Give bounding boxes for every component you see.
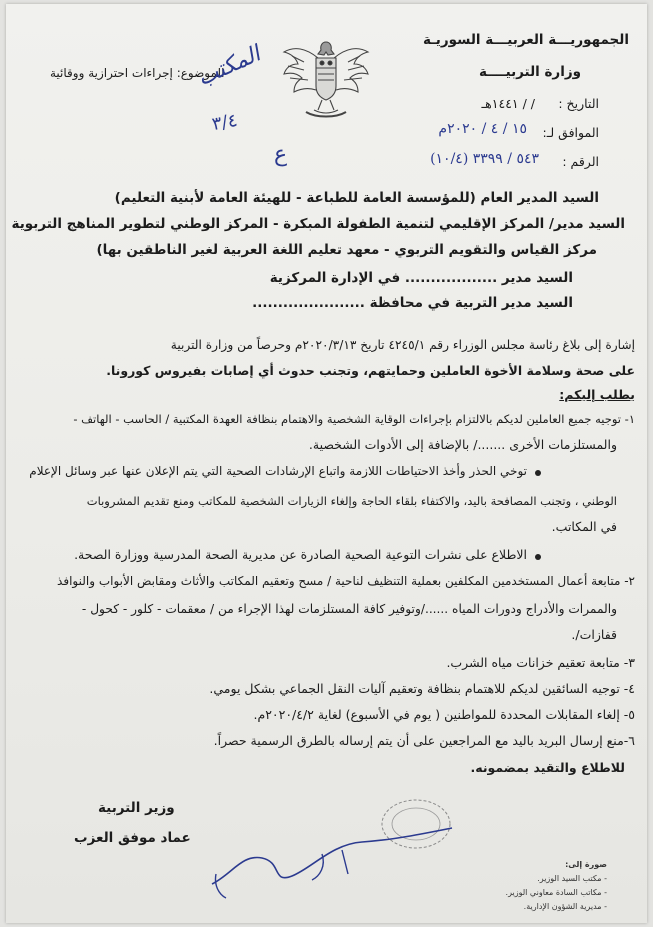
ministry-name: وزارة التربيــــة [478, 64, 581, 80]
item-4: ٤- توجيه السائقين لديكم للاهتمام بنظافة وتعقيم آليات النقل الجماعي بشكل يومي. [209, 681, 635, 696]
subject-line: الموضوع: إجراءات احترازية ووقائية [50, 66, 225, 80]
muwafiq-label: الموافق لـ: [542, 125, 599, 140]
handwritten-office-note: المكتب [193, 41, 265, 92]
date-label: التاريخ : [558, 96, 599, 111]
state-emblem-icon [278, 28, 374, 124]
bullet-marker [535, 470, 541, 476]
hijri-date: / / ١٤٤١هـ [481, 96, 535, 111]
bullet-marker [535, 554, 541, 560]
document-page [6, 4, 647, 923]
addressee-4: السيد مدير .................. في الإدارة المركزية [269, 270, 573, 286]
item-2-line-2: والممرات والأدراج ودورات المياه ....../وتوفير كافة المستلزمات لهذا الإجراء من / معقمات - كلور - كحول - [81, 602, 617, 616]
item-2-line-3: قفازات/. [571, 627, 617, 642]
cc-heading: صورة إلى: [565, 860, 607, 869]
addressee-3: مركز القياس والتقويم التربوي - معهد تعليم اللغة العربية لغير الناطقين بها) [96, 242, 597, 258]
item-1-line-2: والمستلزمات الأخرى ......./ بالإضافة إلى الأدوات الشخصية. [308, 437, 617, 452]
addressee-2: السيد مدير/ المركز الإقليمي لتنمية الطفولة المبكرة - المركز الوطني لتطوير المناهج التربوية [11, 216, 625, 232]
addressee-5: السيد مدير التربية في محافظة ...................... [252, 295, 573, 311]
bullet-1-line-3: في المكاتب. [551, 519, 617, 534]
addressee-1: السيد المدير العام (للمؤسسة العامة للطباعة - للهيئة العامة لأبنية التعليم) [114, 190, 599, 206]
handwritten-initial: ع [274, 142, 288, 167]
ref-number: ٥٤٣ / ٣٣٩٩ (١٠/٤) [430, 151, 539, 167]
signature-title: وزير التربية [98, 800, 175, 816]
country-name: الجمهوريـــة العربيـــة السوريـة [423, 32, 629, 48]
handwritten-number: ٣/٤ [210, 109, 240, 136]
cc-line-1: - مكتب السيد الوزير. [537, 874, 607, 883]
bullet-1-line-1: توخي الحذر وأخذ الاحتياطات اللازمة واتباع الإرشادات الصحية التي يتم الإعلان عنها عبر وسائل الإعلام [29, 464, 527, 478]
cc-line-2: - مكاتب السادة معاوني الوزير. [505, 888, 607, 897]
request-heading: يطلب إليكم: [559, 387, 635, 402]
closing-line: للاطلاع والتقيد بمضمونه. [470, 760, 625, 775]
intro-line-2: على صحة وسلامة الأخوة العاملين وحمايتهم، وتجنب حدوث أي إصابات بفيروس كورونا. [106, 363, 635, 378]
item-5: ٥- إلغاء المقابلات المحددة للمواطنين ( يوم في الأسبوع) لغاية ٢٠٢٠/٤/٢م. [253, 707, 635, 722]
gregorian-date: ١٥ / ٤ / ٢٠٢٠م [438, 121, 527, 137]
bullet-2-text: الاطلاع على نشرات التوعية الصحية الصادرة عن مديرية الصحة المدرسية ووزارة الصحة. [74, 547, 527, 562]
item-3: ٣- متابعة تعقيم خزانات مياه الشرب. [446, 655, 635, 670]
cc-line-3: - مديرية الشؤون الإدارية. [523, 902, 607, 911]
intro-line-1: إشارة إلى بلاغ رئاسة مجلس الوزراء رقم ٤٢٤٥/١ تاريخ ٢٠٢٠/٣/١٣م وحرصاً من وزارة التربية [170, 338, 635, 352]
ref-label: الرقم : [562, 154, 599, 169]
item-2-line-1: ٢- متابعة أعمال المستخدمين المكلفين بعملية التنظيف لناحية / مسح وتعقيم المكاتب والأثاث ومقابض الأبواب والنوافذ [57, 574, 635, 588]
bullet-1-line-2: الوطني ، وتجنب المصافحة باليد، والاكتفاء بلقاء الحاجة وإلغاء الزيارات الشخصية للمكاتب ومنع تقديم المشروبات [86, 494, 617, 508]
handwritten-signature [202, 814, 462, 904]
item-6: ٦-منع إرسال البريد باليد مع المراجعين على أن يتم إرساله بالطرق الرسمية حصراً. [213, 733, 635, 748]
item-1-line-1: ١- توجيه جميع العاملين لديكم بالالتزام بإجراءات الوقاية الشخصية والاهتمام بنظافة العهدة المكتبية / الحاسب - الهاتف - [73, 412, 635, 426]
signature-name: عماد موفق العزب [74, 830, 191, 846]
